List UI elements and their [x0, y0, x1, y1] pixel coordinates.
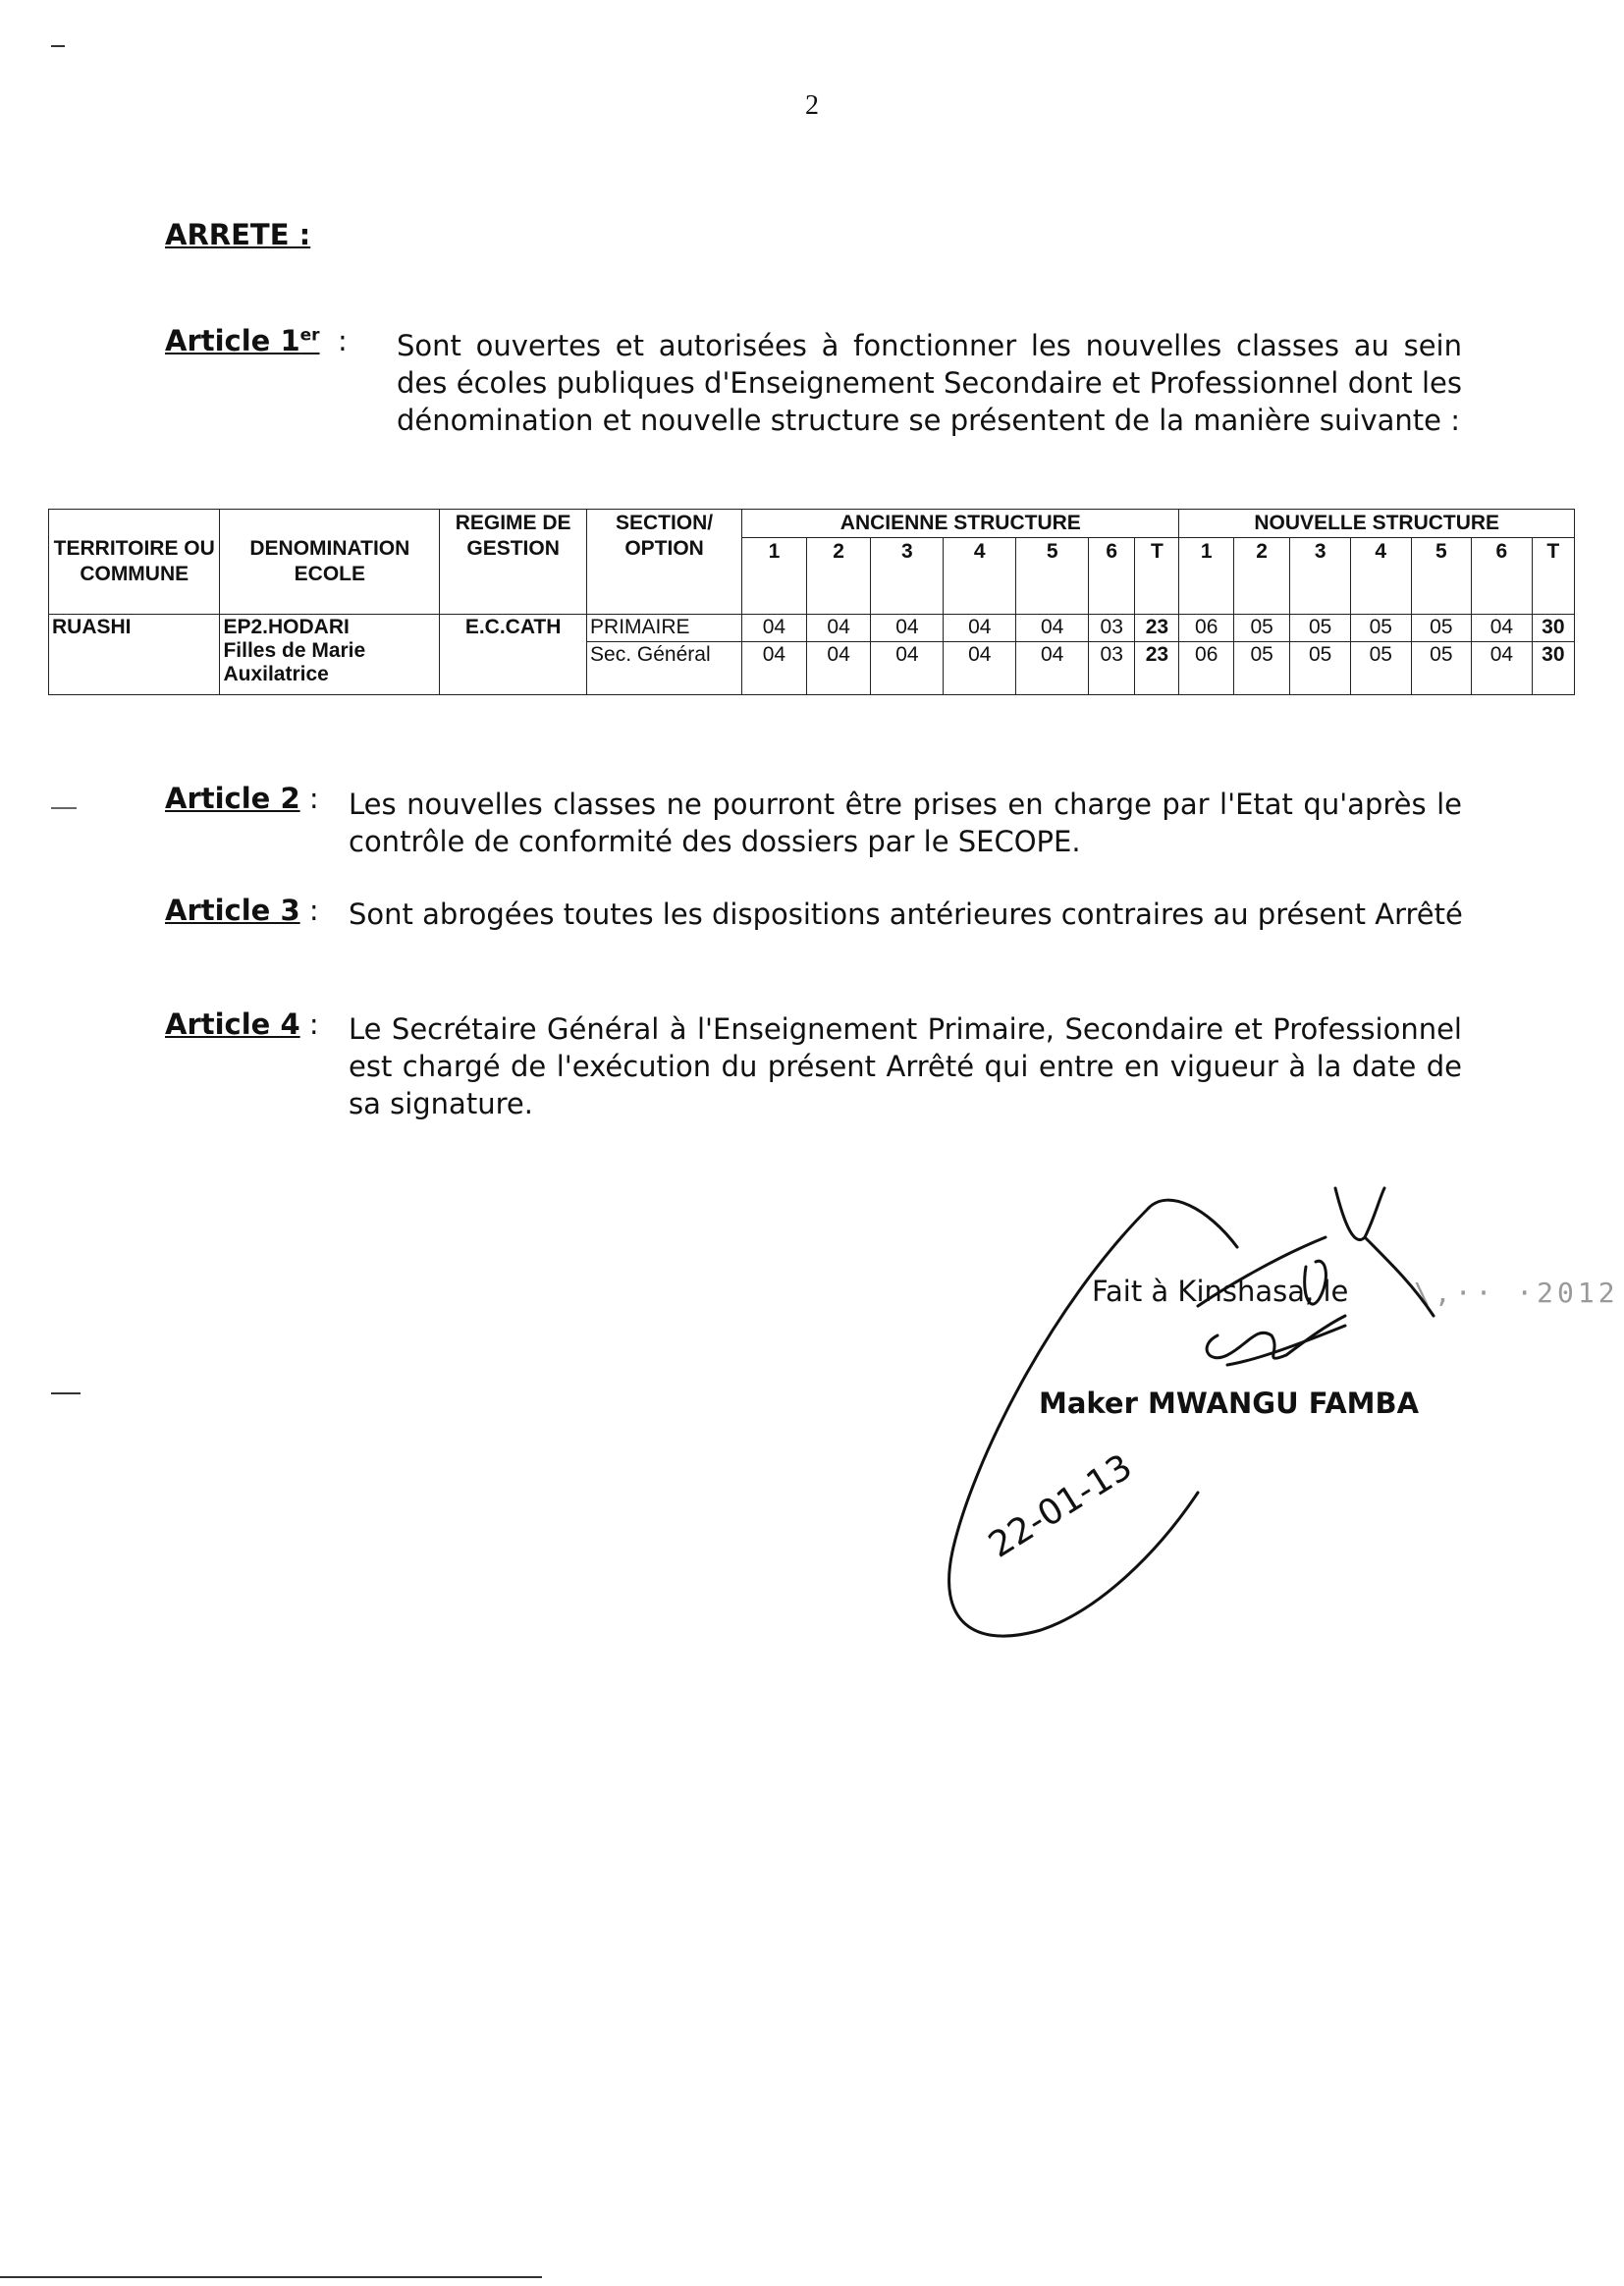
total-cell: 23	[1135, 615, 1179, 642]
value-cell: 05	[1290, 615, 1351, 642]
regime-cell: E.C.CATH	[440, 615, 587, 695]
article-2-label: Article 2 :	[165, 782, 319, 815]
col-header: 2	[806, 538, 871, 615]
value-cell: 04	[871, 642, 944, 695]
value-cell: 05	[1233, 642, 1289, 695]
handwritten-date: 22-01-13	[982, 1446, 1140, 1566]
section-cell: Sec. Général	[587, 642, 742, 695]
scan-mark	[51, 1392, 81, 1394]
value-cell: 04	[806, 642, 871, 695]
value-cell: 05	[1350, 615, 1411, 642]
value-cell: 04	[806, 615, 871, 642]
total-cell: 23	[1135, 642, 1179, 695]
article-4-label: Article 4 :	[165, 1007, 319, 1041]
col-header: 5	[1016, 538, 1089, 615]
total-cell: 30	[1532, 615, 1574, 642]
handwritten-signature	[933, 1169, 1620, 1718]
school-structure-table	[48, 509, 1575, 695]
col-header: 6	[1472, 538, 1533, 615]
value-cell: 05	[1411, 615, 1472, 642]
value-cell: 04	[1016, 615, 1089, 642]
value-cell: 05	[1233, 615, 1289, 642]
value-cell: 06	[1179, 642, 1233, 695]
signatory-name: Maker MWANGU FAMBA	[1039, 1387, 1420, 1420]
total-cell: 30	[1532, 642, 1574, 695]
col-header: 4	[1350, 538, 1411, 615]
value-cell: 04	[871, 615, 944, 642]
stamp-date-faded: \,·· ·2012	[1414, 1277, 1619, 1309]
col-header: 6	[1089, 538, 1135, 615]
article-2-text: Les nouvelles classes ne pourront être prises en charge par l'Etat qu'après le contrôle de conformité des dossiers par le SECOPE.	[349, 788, 1462, 858]
col-header: 3	[871, 538, 944, 615]
scan-mark	[51, 807, 77, 809]
col-header: T	[1532, 538, 1574, 615]
value-cell: 04	[1016, 642, 1089, 695]
value-cell: 03	[1089, 642, 1135, 695]
scan-mark	[51, 45, 65, 47]
col-header: 1	[1179, 538, 1233, 615]
header-nouvelle-structure: NOUVELLE STRUCTURE	[1179, 510, 1575, 538]
header-territoire: TERRITOIRE OU COMMUNE	[49, 510, 220, 615]
col-header: 1	[742, 538, 807, 615]
value-cell: 04	[742, 642, 807, 695]
article-3-text: Sont abrogées toutes les dispositions antérieures contraires au présent Arrêté	[349, 898, 1463, 931]
col-header: 4	[944, 538, 1016, 615]
page-number: 2	[805, 90, 819, 121]
value-cell: 06	[1179, 615, 1233, 642]
table-row	[49, 615, 1575, 642]
territoire-cell: RUASHI	[49, 615, 220, 695]
col-header: 5	[1411, 538, 1472, 615]
denomination-cell: EP2.HODARI Filles de Marie Auxilatrice	[220, 615, 440, 695]
value-cell: 04	[1472, 615, 1533, 642]
value-cell: 04	[1472, 642, 1533, 695]
value-cell: 05	[1411, 642, 1472, 695]
col-header: 3	[1290, 538, 1351, 615]
value-cell: 05	[1290, 642, 1351, 695]
header-regime: REGIME DE GESTION	[440, 510, 587, 615]
signature-place: Fait à Kinshasa, le	[1092, 1275, 1349, 1308]
value-cell: 05	[1350, 642, 1411, 695]
section-cell: PRIMAIRE	[587, 615, 742, 642]
article-1-text: Sont ouvertes et autorisées à fonctionner les nouvelles classes au sein des écoles publiques d'Enseignement Secondaire et Professionnel dont les dénomination et nouvelle structure se présentent de la manière suivante :	[397, 329, 1462, 437]
value-cell: 03	[1089, 615, 1135, 642]
value-cell: 04	[944, 615, 1016, 642]
col-header: 2	[1233, 538, 1289, 615]
bottom-rule	[0, 2276, 542, 2278]
value-cell: 04	[742, 615, 807, 642]
article-4-text: Le Secrétaire Général à l'Enseignement Primaire, Secondaire et Professionnel est chargé de l'exécution du présent Arrêté qui entre en vigueur à la date de sa signature.	[349, 1012, 1462, 1120]
col-header: T	[1135, 538, 1179, 615]
header-denomination: DENOMINATION ECOLE	[220, 510, 440, 615]
decree-heading: ARRETE :	[165, 218, 311, 251]
value-cell: 04	[944, 642, 1016, 695]
header-section: SECTION/ OPTION	[587, 510, 742, 615]
header-ancienne-structure: ANCIENNE STRUCTURE	[742, 510, 1179, 538]
article-1-label: Article 1er :	[165, 324, 348, 357]
article-3-label: Article 3 :	[165, 894, 319, 927]
